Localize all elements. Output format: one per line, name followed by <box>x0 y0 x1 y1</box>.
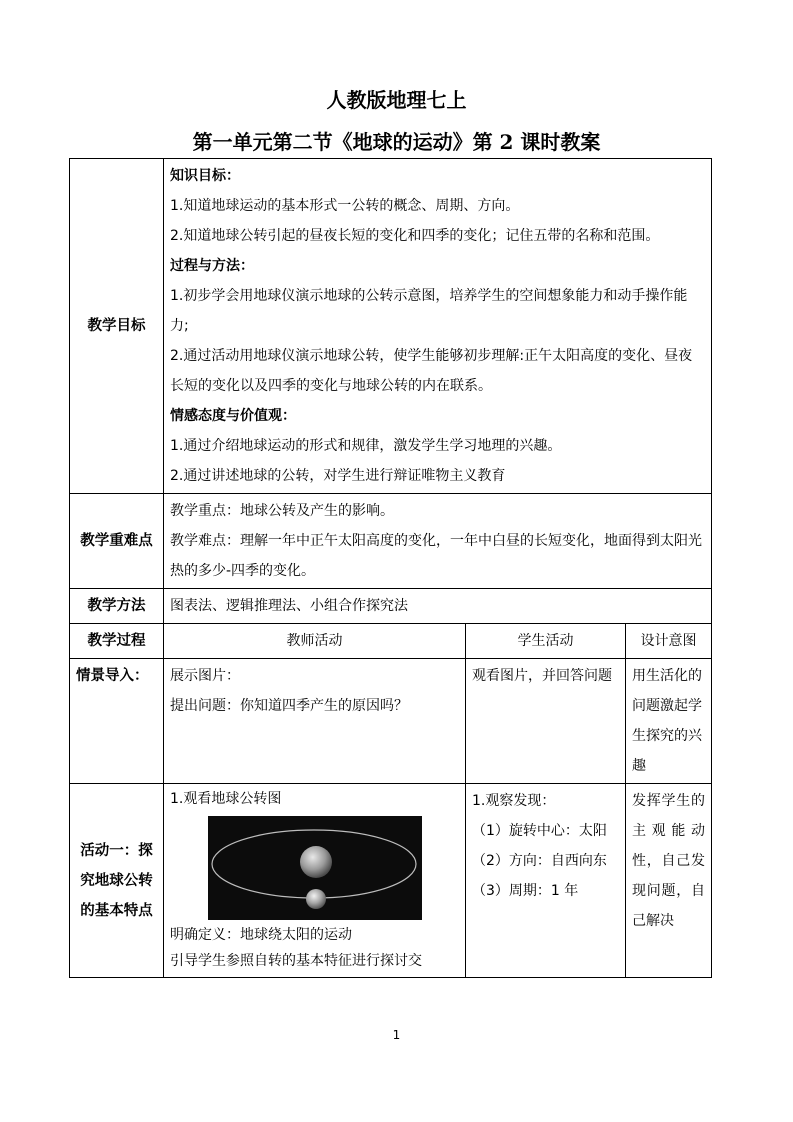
activity1-teacher-line: 明确定义：地球绕太阳的运动 <box>170 927 352 943</box>
activity1-student <box>466 784 626 978</box>
methods-content: 图表法、逻辑推理法、小组合作探究法 <box>164 589 712 624</box>
activity1-teacher <box>164 784 466 978</box>
intro-design: 用生活化的问题激起学生探究的兴趣 <box>626 659 712 784</box>
emotion-item: 2.通过讲述地球的公转，对学生进行辩证唯物主义教育 <box>170 468 506 484</box>
activity1-teacher-heading: 1.观看地球公转图 <box>170 791 282 807</box>
knowledge-item: 2.知道地球公转引起的昼夜长短的变化和四季的变化；记住五带的名称和范围。 <box>170 228 660 244</box>
activity1-row <box>70 784 712 978</box>
sun-icon <box>300 846 332 878</box>
earth-icon <box>306 889 326 909</box>
activity1-student-line: （2）方向：自西向东 <box>472 853 607 869</box>
emotion-heading: 情感态度与价值观： <box>170 408 296 424</box>
activity1-student-line: （3）周期：1 年 <box>472 883 579 899</box>
activity1-design: 发挥学生的主观能动性，自己发现问题，自己解决 <box>626 784 712 978</box>
objectives-content <box>164 159 712 494</box>
intro-label: 情景导入： <box>70 659 164 784</box>
activity1-student-line: （1）旋转中心：太阳 <box>472 823 607 839</box>
methods-row <box>70 589 712 624</box>
activity1-label: 活动一：探究地球公转的基本特点 <box>70 784 164 978</box>
activity1-student-heading: 1.观察发现： <box>472 793 556 809</box>
knowledge-heading: 知识目标： <box>170 168 240 184</box>
objectives-label: 教学目标 <box>70 159 164 494</box>
process-header-row <box>70 624 712 659</box>
methods-label: 教学方法 <box>70 589 164 624</box>
key-point-line: 教学难点：理解一年中正午太阳高度的变化，一年中白昼的长短变化，地面得到太阳光热的多少-四季的变化。 <box>170 533 702 579</box>
orbit-diagram <box>208 816 422 920</box>
key-points-content <box>164 494 712 589</box>
lesson-plan-table <box>69 158 712 978</box>
intro-teacher-line: 展示图片： <box>170 668 240 684</box>
intro-student: 观看图片，并回答问题 <box>466 659 626 784</box>
key-points-row <box>70 494 712 589</box>
design-intent-header: 设计意图 <box>626 624 712 659</box>
document-title: 人教版地理七上 <box>326 88 467 112</box>
process-item: 1.初步学会用地球仪演示地球的公转示意图，培养学生的空间想象能力和动手操作能力; <box>170 288 688 334</box>
document-subtitle: 第一单元第二节《地球的运动》第 2 课时教案 <box>192 130 601 154</box>
process-label: 教学过程 <box>70 624 164 659</box>
intro-row <box>70 659 712 784</box>
process-heading: 过程与方法： <box>170 258 254 274</box>
emotion-item: 1.通过介绍地球运动的形式和规律，激发学生学习地理的兴趣。 <box>170 438 562 454</box>
intro-teacher-line: 提出问题：你知道四季产生的原因吗？ <box>170 698 408 714</box>
student-activity-header: 学生活动 <box>466 624 626 659</box>
key-points-label: 教学重难点 <box>70 494 164 589</box>
intro-teacher <box>164 659 466 784</box>
key-point-line: 教学重点：地球公转及产生的影响。 <box>170 503 394 519</box>
process-item: 2.通过活动用地球仪演示地球公转，使学生能够初步理解:正午太阳高度的变化、昼夜长短的变化以及四季的变化与地球公转的内在联系。 <box>170 348 693 394</box>
knowledge-item: 1.知道地球运动的基本形式一公转的概念、周期、方向。 <box>170 198 520 214</box>
page-number: 1 <box>392 1028 401 1042</box>
teacher-activity-header: 教师活动 <box>164 624 466 659</box>
activity1-teacher-line: 引导学生参照自转的基本特征进行探讨交 <box>170 953 422 969</box>
earth-orbit-image <box>208 816 422 920</box>
objectives-row <box>70 159 712 494</box>
